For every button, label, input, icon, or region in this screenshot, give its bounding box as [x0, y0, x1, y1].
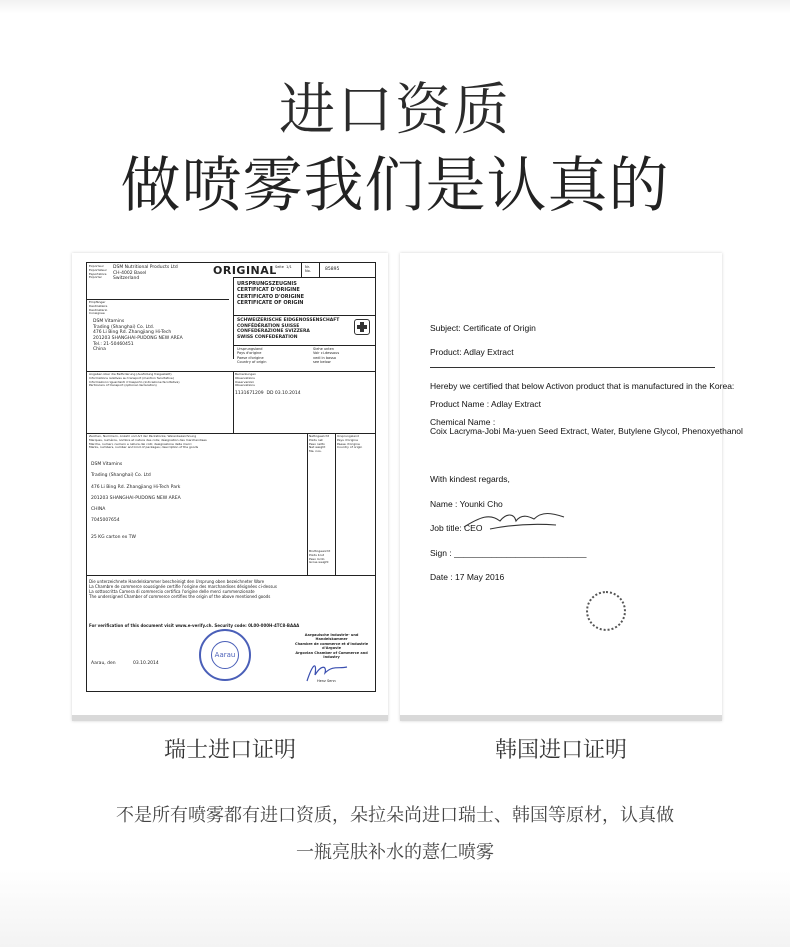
statement: Hereby we certified that below Activon product that is manufactured in the Korea: — [430, 381, 735, 391]
description-line-1: 不是所有喷雾都有进口资质，朵拉朵尚进口瑞士、韩国等原材，认真做 — [116, 805, 674, 826]
page-number: Seite 1/1 — [275, 265, 292, 269]
origin-header: Ursprungsland Pays d'origine Paese d'origine Country of origin — [337, 434, 363, 450]
page-subtitle: 做喷雾我们是认真的 — [120, 151, 670, 221]
sign-date: Date : 17 May 2016 — [430, 572, 505, 582]
exporter: DSM Nutritional Products Ltd CH-4002 Basel Switzerland — [113, 265, 178, 282]
issue-date: 03.10.2014 — [133, 661, 159, 666]
goods-header: Zeichen, Nummern, Anzahl und Art der Packstücke; Warenbezeichnung Marques, numéros, nombre et nature des colis; désignation des marchandises Marche, numeri, numero e natura dei colli; designazione delle merci Marks, numbers, number and kind of packages; description of the goods — [89, 434, 207, 450]
certificate-number: 85895 — [325, 267, 340, 272]
product: Product: Adlay Extract — [430, 347, 514, 357]
gross-weight-header: Bruttogewicht Poids brut Peso lordo Gross weight — [309, 549, 331, 565]
signer: Henz Senn — [317, 679, 336, 683]
verify-line: For verification of this document visit www.e-verify.ch. Security code: 0L00-000H-4TC8-BAAA — [89, 623, 300, 628]
page-title: 进口资质 — [279, 78, 511, 143]
job-title: Job title: CEO — [430, 523, 483, 533]
company-seal-icon — [586, 591, 626, 631]
remarks-label: Bemerkungen Observations Osservazioni Observations — [235, 372, 257, 388]
subject: Subject: Certificate of Origin — [430, 323, 536, 333]
certificate-title: URSPRUNGSZEUGNIS CERTIFICAT D'ORIGINE CERTIFICATO D'ORIGINE CERTIFICATE OF ORIGIN — [237, 281, 305, 306]
net-weight-header: Nettogewicht Poids net Peso netto Net weight Me. nos. — [309, 434, 330, 453]
consignee: DSM Vitamins Trading (Shanghai) Co. Ltd. 476 Li Bing Rd. Zhangjiang Hi-Tech 201203 SHANGHAI-PUDONG NEW AREA Tel.: 21-50460451 China — [93, 319, 183, 353]
swiss-cross-icon — [354, 319, 370, 335]
signer-name: Name : Younki Cho — [430, 499, 503, 509]
sign-line: Sign : ____________________________ — [430, 548, 587, 558]
origin-country-label: Ursprungsland Pays d'origine Paese d'origine Country of origin — [237, 347, 267, 365]
korea-certificate-card — [400, 253, 743, 721]
korea-caption: 韩国进口证明 — [494, 738, 627, 763]
chamber-stamp-icon: Aarau — [199, 629, 251, 681]
remarks: 1131671209 DD 03.10.2014 — [235, 391, 301, 396]
swiss-certificate-card — [72, 253, 388, 721]
exporter-label: Exporteur Exportateur Esportatore Exporter — [89, 264, 107, 280]
original-mark: ORIGINAL — [213, 264, 277, 277]
regards: With kindest regards, — [430, 474, 510, 484]
chemical-label: Chemical Name : — [430, 417, 496, 427]
place: Aarau, den — [91, 661, 116, 666]
declaration: Die unterzeichnete Handelskammer bescheinigt den Ursprung oben bezeichneter Ware La Chambre de commerce soussignée certifie l'origine des marchandises désignées ci-dessus La sottoscritta Camera di commercio certifica l'origine delle merci summenzionate The undersigned Chamber of commerce certifies the origin of the above mentioned goods — [89, 579, 277, 599]
description-line-2: 一瓶亮肤补水的薏仁喷雾 — [296, 842, 494, 863]
confederation: SCHWEIZERISCHE EIDGENOSSENSCHAFT CONFÉDÉRATION SUISSE CONFEDERAZIONE SVIZZERA SWISS CONFEDERATION — [237, 318, 340, 340]
product-name: Product Name : Adlay Extract — [430, 399, 542, 409]
signature-icon — [460, 509, 570, 535]
chamber-name: Aargauische Industrie- und Handelskammer Chambre de commerce et d'industrie d'Argovie Argovian Chamber of Commerce and Industry — [295, 633, 369, 659]
goods-description: DSM Vitamins Trading (Shanghai) Co. Ltd 476 Li Bing Rd. Zhangjiang Hi-Tech Park 201203 SHANGHAI-PUDONG NEW AREA CHINA 7045007654 25 KG carton ex TW — [91, 462, 181, 541]
origin-country: Siehe unten Voir ci-dessous vedi in basso see below — [313, 347, 340, 365]
swiss-caption: 瑞士进口证明 — [163, 738, 296, 763]
swiss-certificate — [86, 262, 376, 692]
chemical-name: Coix Lacryma-Jobi Ma-yuen Seed Extract, Water, Butylene Glycol, Phenoxyethanol — [430, 426, 743, 436]
transport-label: Angaben über die Beförderung (Ausfüllung freigestellt) Informations relatives au transport (mention facultative) Informazioni riguardanti il trasporto (indicazione facoltativa) Particulars of transport (optional declaration) — [89, 372, 180, 388]
consignee-label: Empfänger Destinataire Destinatario Consignee — [89, 300, 108, 316]
number-label: Nr. No. — [305, 265, 311, 274]
